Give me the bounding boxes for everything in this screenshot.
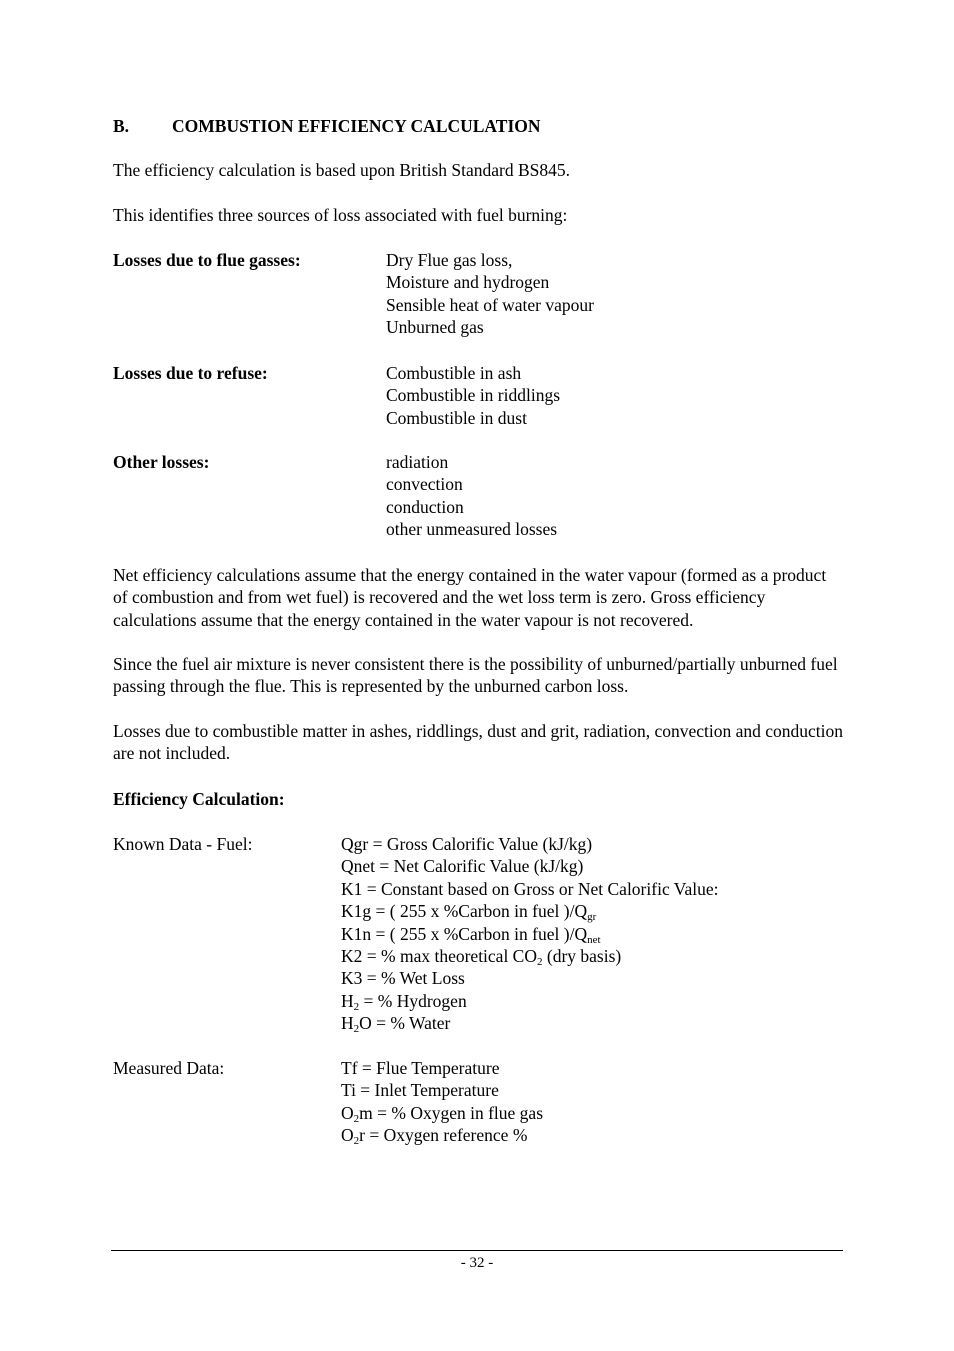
known-data-h2o: $H_2O$ = % Water [341, 1013, 451, 1036]
loss-group-label-flue: Losses due to flue gasses: [113, 250, 301, 270]
section-letter: B. [113, 116, 130, 136]
list-item: other unmeasured losses [386, 519, 558, 540]
known-data-list [341, 833, 718, 1035]
paragraph-excluded-losses: Losses due to combustible matter in ashes, riddlings, dust and grit, radiation, convection and conduction are not included. [113, 721, 843, 764]
list-item: convection [386, 474, 463, 495]
loss-group-items-other [386, 451, 557, 541]
list-item: Dry Flue gas loss, [386, 250, 513, 270]
known-data-k1g: K1g = ( 255 x %Carbon in fuel )$/Q_{gr}$ [341, 901, 597, 924]
measured-data-list [341, 1057, 543, 1147]
list-item: Combustible in ash [386, 363, 522, 383]
loss-group-label-other: Other losses: [113, 452, 210, 472]
known-data-qgr: Qgr = Gross Calorific Value (kJ/kg) [341, 834, 593, 854]
measured-data-o2r: $O_2r$ = Oxygen reference % [341, 1125, 528, 1148]
efficiency-heading: Efficiency Calculation: [113, 789, 285, 809]
known-data-k1: K1 = Constant based on Gross or Net Calorific Value: [341, 878, 719, 899]
known-data-qnet: Qnet = Net Calorific Value (kJ/kg) [341, 856, 584, 877]
measured-data-label: Measured Data: [113, 1058, 225, 1078]
list-item: Sensible heat of water vapour [386, 294, 594, 315]
page-number: - 32 - [460, 1255, 494, 1271]
list-item: conduction [386, 496, 464, 517]
list-item: Combustible in dust [386, 407, 527, 428]
list-item: Combustible in riddlings [386, 385, 561, 406]
known-data-h2: $H_2$ = % Hydrogen [341, 990, 467, 1013]
footer-divider [111, 1250, 843, 1251]
loss-group-items-flue [386, 249, 594, 339]
list-item: Unburned gas [386, 317, 484, 338]
list-item: radiation [386, 452, 449, 472]
measured-data-o2m: $O_2m$ = % Oxygen in flue gas [341, 1102, 544, 1125]
paragraph-unburned: Since the fuel air mixture is never consistent there is the possibility of unburned/partially unburned fuel passing through the flue. This is represented by the unburned carbon loss. [113, 654, 838, 697]
loss-group-label-refuse: Losses due to refuse: [113, 363, 268, 383]
section-title: COMBUSTION EFFICIENCY CALCULATION [172, 116, 541, 136]
known-data-k3: K3 = % Wet Loss [341, 968, 465, 989]
paragraph-net-gross: Net efficiency calculations assume that the energy contained in the water vapour (formed as a product of combustion and from wet fuel) is recovered and the wet loss term is zero. Gross efficiency calculations assume that the energy contained in the water vapour is not recovered. [113, 565, 827, 630]
known-data-label: Known Data - Fuel: [113, 834, 253, 854]
measured-data-ti: Ti = Inlet Temperature [341, 1080, 499, 1101]
list-item: Moisture and hydrogen [386, 272, 550, 293]
intro-paragraph-1: The efficiency calculation is based upon British Standard BS845. [113, 160, 571, 180]
loss-group-items-refuse [386, 362, 560, 429]
known-data-k1n: K1n = ( 255 x %Carbon in fuel )$/Q_{net}$ [341, 923, 601, 946]
intro-paragraph-2: This identifies three sources of loss associated with fuel burning: [113, 205, 568, 225]
measured-data-tf: Tf = Flue Temperature [341, 1058, 500, 1078]
known-data-k2: K2 = % max theoretical $CO_2$ (dry basis) [341, 946, 622, 969]
